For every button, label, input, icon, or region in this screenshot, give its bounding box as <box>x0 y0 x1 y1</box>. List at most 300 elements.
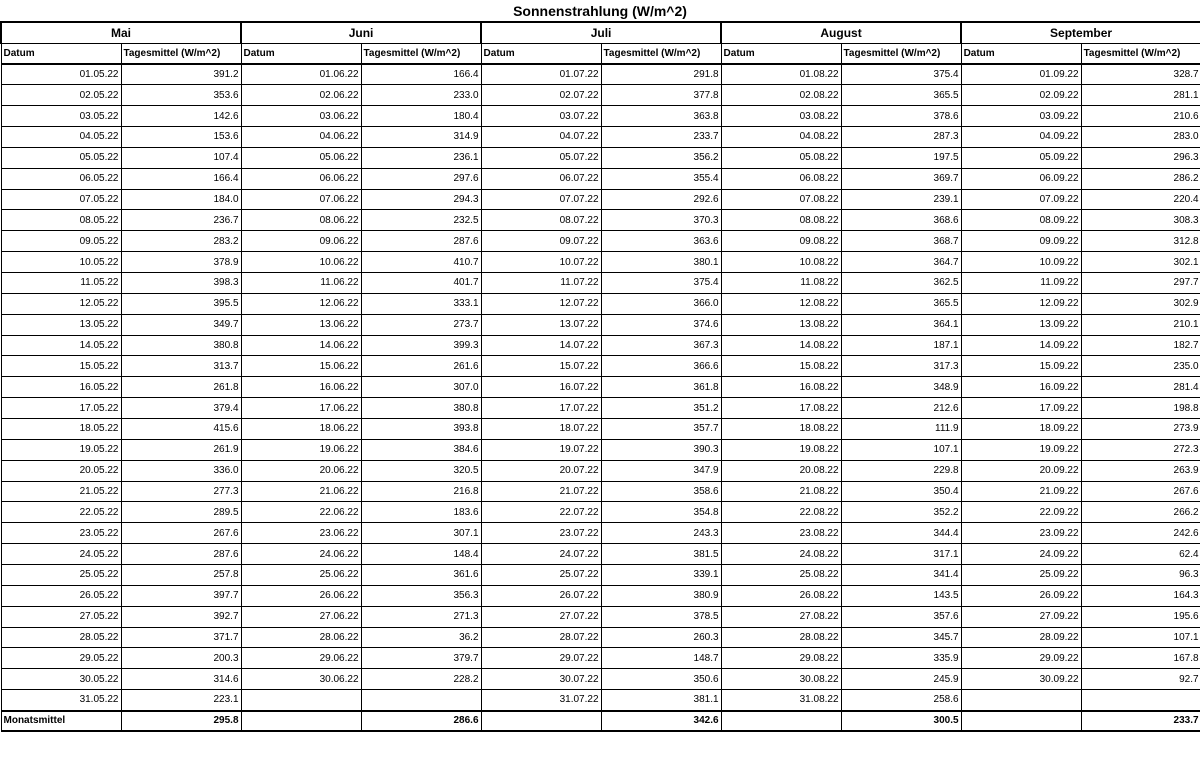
date-cell[interactable]: 16.09.22 <box>961 377 1081 398</box>
date-cell[interactable]: 09.07.22 <box>481 231 601 252</box>
value-cell[interactable]: 352.2 <box>841 502 961 523</box>
value-cell[interactable]: 233.0 <box>361 85 481 106</box>
value-cell[interactable]: 371.7 <box>121 627 241 648</box>
date-cell[interactable]: 04.09.22 <box>961 126 1081 147</box>
value-cell[interactable]: 283.2 <box>121 231 241 252</box>
value-cell[interactable]: 239.1 <box>841 189 961 210</box>
value-cell[interactable]: 107.1 <box>841 439 961 460</box>
value-cell[interactable]: 364.1 <box>841 314 961 335</box>
date-cell[interactable]: 23.06.22 <box>241 523 361 544</box>
value-cell[interactable]: 281.4 <box>1081 377 1200 398</box>
column-header-date[interactable]: Datum <box>481 43 601 64</box>
value-cell[interactable]: 235.0 <box>1081 356 1200 377</box>
date-cell[interactable]: 03.07.22 <box>481 106 601 127</box>
date-cell[interactable]: 19.05.22 <box>1 439 121 460</box>
date-cell[interactable]: 18.08.22 <box>721 418 841 439</box>
value-cell[interactable]: 302.9 <box>1081 293 1200 314</box>
date-cell[interactable]: 02.08.22 <box>721 85 841 106</box>
value-cell[interactable]: 314.6 <box>121 669 241 690</box>
date-cell[interactable]: 24.08.22 <box>721 544 841 565</box>
value-cell[interactable]: 232.5 <box>361 210 481 231</box>
value-cell[interactable]: 242.6 <box>1081 523 1200 544</box>
value-cell[interactable]: 341.4 <box>841 564 961 585</box>
value-cell[interactable]: 283.0 <box>1081 126 1200 147</box>
value-cell[interactable]: 362.5 <box>841 272 961 293</box>
value-cell[interactable]: 364.7 <box>841 252 961 273</box>
value-cell[interactable]: 281.1 <box>1081 85 1200 106</box>
date-cell[interactable]: 25.05.22 <box>1 564 121 585</box>
value-cell[interactable]: 266.2 <box>1081 502 1200 523</box>
value-cell[interactable]: 292.6 <box>601 189 721 210</box>
date-cell[interactable]: 15.07.22 <box>481 356 601 377</box>
date-cell[interactable]: 12.05.22 <box>1 293 121 314</box>
value-cell[interactable]: 375.4 <box>601 272 721 293</box>
value-cell[interactable]: 273.7 <box>361 314 481 335</box>
value-cell[interactable]: 361.6 <box>361 564 481 585</box>
date-cell[interactable]: 23.08.22 <box>721 523 841 544</box>
date-cell[interactable]: 31.05.22 <box>1 690 121 711</box>
value-cell[interactable]: 368.7 <box>841 231 961 252</box>
value-cell[interactable]: 358.6 <box>601 481 721 502</box>
date-cell[interactable]: 20.06.22 <box>241 460 361 481</box>
date-cell[interactable]: 02.09.22 <box>961 85 1081 106</box>
value-cell[interactable]: 212.6 <box>841 398 961 419</box>
value-cell[interactable]: 357.6 <box>841 606 961 627</box>
value-cell[interactable]: 361.8 <box>601 377 721 398</box>
value-cell[interactable]: 200.3 <box>121 648 241 669</box>
average-value-cell[interactable]: 300.5 <box>841 711 961 732</box>
date-cell[interactable]: 29.07.22 <box>481 648 601 669</box>
date-cell[interactable]: 29.09.22 <box>961 648 1081 669</box>
value-cell[interactable]: 380.1 <box>601 252 721 273</box>
value-cell[interactable] <box>361 690 481 711</box>
date-cell[interactable]: 03.09.22 <box>961 106 1081 127</box>
value-cell[interactable]: 164.3 <box>1081 585 1200 606</box>
column-header-value[interactable]: Tagesmittel (W/m^2) <box>121 43 241 64</box>
value-cell[interactable]: 367.3 <box>601 335 721 356</box>
value-cell[interactable]: 296.3 <box>1081 147 1200 168</box>
date-cell[interactable]: 21.07.22 <box>481 481 601 502</box>
date-cell[interactable]: 09.08.22 <box>721 231 841 252</box>
date-cell[interactable]: 07.09.22 <box>961 189 1081 210</box>
date-cell[interactable]: 22.05.22 <box>1 502 121 523</box>
value-cell[interactable]: 287.3 <box>841 126 961 147</box>
value-cell[interactable]: 111.9 <box>841 418 961 439</box>
value-cell[interactable]: 148.7 <box>601 648 721 669</box>
date-cell[interactable]: 12.06.22 <box>241 293 361 314</box>
average-value-cell[interactable]: 233.7 <box>1081 711 1200 732</box>
date-cell[interactable]: 15.06.22 <box>241 356 361 377</box>
date-cell[interactable]: 22.08.22 <box>721 502 841 523</box>
value-cell[interactable]: 297.6 <box>361 168 481 189</box>
date-cell[interactable]: 11.06.22 <box>241 272 361 293</box>
value-cell[interactable]: 107.1 <box>1081 627 1200 648</box>
value-cell[interactable]: 261.8 <box>121 377 241 398</box>
value-cell[interactable]: 260.3 <box>601 627 721 648</box>
average-label-cell[interactable] <box>721 711 841 732</box>
value-cell[interactable]: 273.9 <box>1081 418 1200 439</box>
value-cell[interactable]: 320.5 <box>361 460 481 481</box>
value-cell[interactable]: 187.1 <box>841 335 961 356</box>
value-cell[interactable]: 381.1 <box>601 690 721 711</box>
date-cell[interactable] <box>241 690 361 711</box>
date-cell[interactable]: 23.05.22 <box>1 523 121 544</box>
value-cell[interactable]: 349.7 <box>121 314 241 335</box>
value-cell[interactable]: 348.9 <box>841 377 961 398</box>
date-cell[interactable]: 05.08.22 <box>721 147 841 168</box>
date-cell[interactable]: 14.07.22 <box>481 335 601 356</box>
date-cell[interactable]: 11.09.22 <box>961 272 1081 293</box>
date-cell[interactable]: 17.09.22 <box>961 398 1081 419</box>
value-cell[interactable]: 355.4 <box>601 168 721 189</box>
value-cell[interactable]: 182.7 <box>1081 335 1200 356</box>
date-cell[interactable]: 06.09.22 <box>961 168 1081 189</box>
date-cell[interactable]: 08.05.22 <box>1 210 121 231</box>
value-cell[interactable]: 374.6 <box>601 314 721 335</box>
value-cell[interactable]: 336.0 <box>121 460 241 481</box>
value-cell[interactable]: 380.8 <box>361 398 481 419</box>
date-cell[interactable]: 24.09.22 <box>961 544 1081 565</box>
value-cell[interactable]: 368.6 <box>841 210 961 231</box>
value-cell[interactable]: 393.8 <box>361 418 481 439</box>
value-cell[interactable]: 398.3 <box>121 272 241 293</box>
value-cell[interactable]: 294.3 <box>361 189 481 210</box>
date-cell[interactable]: 17.07.22 <box>481 398 601 419</box>
value-cell[interactable]: 307.0 <box>361 377 481 398</box>
value-cell[interactable]: 351.2 <box>601 398 721 419</box>
date-cell[interactable]: 10.07.22 <box>481 252 601 273</box>
date-cell[interactable]: 05.07.22 <box>481 147 601 168</box>
date-cell[interactable]: 25.07.22 <box>481 564 601 585</box>
date-cell[interactable]: 05.05.22 <box>1 147 121 168</box>
date-cell[interactable]: 28.05.22 <box>1 627 121 648</box>
value-cell[interactable]: 317.3 <box>841 356 961 377</box>
value-cell[interactable]: 267.6 <box>121 523 241 544</box>
date-cell[interactable]: 27.05.22 <box>1 606 121 627</box>
average-label-cell[interactable] <box>961 711 1081 732</box>
value-cell[interactable]: 183.6 <box>361 502 481 523</box>
date-cell[interactable]: 18.06.22 <box>241 418 361 439</box>
date-cell[interactable]: 17.05.22 <box>1 398 121 419</box>
date-cell[interactable]: 25.09.22 <box>961 564 1081 585</box>
value-cell[interactable]: 365.5 <box>841 293 961 314</box>
column-header-value[interactable]: Tagesmittel (W/m^2) <box>601 43 721 64</box>
date-cell[interactable]: 08.08.22 <box>721 210 841 231</box>
date-cell[interactable]: 25.06.22 <box>241 564 361 585</box>
date-cell[interactable]: 06.07.22 <box>481 168 601 189</box>
value-cell[interactable] <box>1081 690 1200 711</box>
date-cell[interactable]: 27.07.22 <box>481 606 601 627</box>
column-header-value[interactable]: Tagesmittel (W/m^2) <box>841 43 961 64</box>
value-cell[interactable]: 167.8 <box>1081 648 1200 669</box>
date-cell[interactable]: 31.08.22 <box>721 690 841 711</box>
value-cell[interactable]: 258.6 <box>841 690 961 711</box>
date-cell[interactable]: 18.07.22 <box>481 418 601 439</box>
column-header-date[interactable]: Datum <box>241 43 361 64</box>
value-cell[interactable]: 184.0 <box>121 189 241 210</box>
date-cell[interactable]: 08.09.22 <box>961 210 1081 231</box>
value-cell[interactable]: 236.7 <box>121 210 241 231</box>
value-cell[interactable]: 277.3 <box>121 481 241 502</box>
date-cell[interactable]: 20.09.22 <box>961 460 1081 481</box>
value-cell[interactable]: 210.1 <box>1081 314 1200 335</box>
date-cell[interactable]: 15.08.22 <box>721 356 841 377</box>
date-cell[interactable]: 03.06.22 <box>241 106 361 127</box>
value-cell[interactable]: 153.6 <box>121 126 241 147</box>
date-cell[interactable]: 11.07.22 <box>481 272 601 293</box>
value-cell[interactable]: 378.5 <box>601 606 721 627</box>
value-cell[interactable]: 410.7 <box>361 252 481 273</box>
value-cell[interactable]: 415.6 <box>121 418 241 439</box>
date-cell[interactable]: 21.09.22 <box>961 481 1081 502</box>
date-cell[interactable]: 28.08.22 <box>721 627 841 648</box>
date-cell[interactable]: 19.06.22 <box>241 439 361 460</box>
date-cell[interactable]: 10.06.22 <box>241 252 361 273</box>
value-cell[interactable]: 216.8 <box>361 481 481 502</box>
value-cell[interactable]: 363.8 <box>601 106 721 127</box>
value-cell[interactable]: 257.8 <box>121 564 241 585</box>
column-header-value[interactable]: Tagesmittel (W/m^2) <box>1081 43 1200 64</box>
date-cell[interactable]: 12.09.22 <box>961 293 1081 314</box>
date-cell[interactable]: 28.07.22 <box>481 627 601 648</box>
date-cell[interactable]: 20.08.22 <box>721 460 841 481</box>
value-cell[interactable]: 143.5 <box>841 585 961 606</box>
month-header[interactable]: Juni <box>241 22 481 43</box>
date-cell[interactable]: 04.05.22 <box>1 126 121 147</box>
value-cell[interactable]: 391.2 <box>121 64 241 85</box>
value-cell[interactable]: 307.1 <box>361 523 481 544</box>
date-cell[interactable]: 21.08.22 <box>721 481 841 502</box>
date-cell[interactable]: 13.05.22 <box>1 314 121 335</box>
value-cell[interactable]: 308.3 <box>1081 210 1200 231</box>
date-cell[interactable]: 24.06.22 <box>241 544 361 565</box>
value-cell[interactable]: 245.9 <box>841 669 961 690</box>
value-cell[interactable]: 375.4 <box>841 64 961 85</box>
value-cell[interactable]: 379.4 <box>121 398 241 419</box>
date-cell[interactable]: 16.07.22 <box>481 377 601 398</box>
date-cell[interactable]: 22.07.22 <box>481 502 601 523</box>
date-cell[interactable]: 11.05.22 <box>1 272 121 293</box>
date-cell[interactable]: 06.05.22 <box>1 168 121 189</box>
date-cell[interactable]: 28.06.22 <box>241 627 361 648</box>
date-cell[interactable]: 19.07.22 <box>481 439 601 460</box>
value-cell[interactable]: 384.6 <box>361 439 481 460</box>
date-cell[interactable]: 07.07.22 <box>481 189 601 210</box>
date-cell[interactable]: 16.06.22 <box>241 377 361 398</box>
value-cell[interactable]: 378.6 <box>841 106 961 127</box>
date-cell[interactable]: 02.05.22 <box>1 85 121 106</box>
value-cell[interactable]: 379.7 <box>361 648 481 669</box>
date-cell[interactable]: 17.08.22 <box>721 398 841 419</box>
month-header[interactable]: Juli <box>481 22 721 43</box>
value-cell[interactable]: 380.8 <box>121 335 241 356</box>
date-cell[interactable]: 14.06.22 <box>241 335 361 356</box>
value-cell[interactable]: 142.6 <box>121 106 241 127</box>
date-cell[interactable]: 22.09.22 <box>961 502 1081 523</box>
date-cell[interactable]: 21.05.22 <box>1 481 121 502</box>
value-cell[interactable]: 328.7 <box>1081 64 1200 85</box>
date-cell[interactable]: 10.05.22 <box>1 252 121 273</box>
value-cell[interactable]: 287.6 <box>361 231 481 252</box>
date-cell[interactable]: 08.07.22 <box>481 210 601 231</box>
value-cell[interactable]: 370.3 <box>601 210 721 231</box>
value-cell[interactable]: 180.4 <box>361 106 481 127</box>
date-cell[interactable]: 18.09.22 <box>961 418 1081 439</box>
date-cell[interactable]: 16.08.22 <box>721 377 841 398</box>
value-cell[interactable]: 345.7 <box>841 627 961 648</box>
date-cell[interactable]: 23.09.22 <box>961 523 1081 544</box>
average-label-cell[interactable]: Monatsmittel <box>1 711 121 732</box>
date-cell[interactable]: 13.06.22 <box>241 314 361 335</box>
date-cell[interactable]: 18.05.22 <box>1 418 121 439</box>
date-cell[interactable]: 01.06.22 <box>241 64 361 85</box>
value-cell[interactable]: 263.9 <box>1081 460 1200 481</box>
month-header[interactable]: August <box>721 22 961 43</box>
value-cell[interactable]: 378.9 <box>121 252 241 273</box>
date-cell[interactable]: 26.06.22 <box>241 585 361 606</box>
value-cell[interactable]: 302.1 <box>1081 252 1200 273</box>
value-cell[interactable]: 395.5 <box>121 293 241 314</box>
value-cell[interactable]: 312.8 <box>1081 231 1200 252</box>
date-cell[interactable]: 01.07.22 <box>481 64 601 85</box>
value-cell[interactable]: 261.6 <box>361 356 481 377</box>
average-value-cell[interactable]: 286.6 <box>361 711 481 732</box>
date-cell[interactable]: 23.07.22 <box>481 523 601 544</box>
value-cell[interactable]: 271.3 <box>361 606 481 627</box>
date-cell[interactable]: 14.05.22 <box>1 335 121 356</box>
value-cell[interactable]: 62.4 <box>1081 544 1200 565</box>
date-cell[interactable]: 15.09.22 <box>961 356 1081 377</box>
date-cell[interactable]: 30.09.22 <box>961 669 1081 690</box>
date-cell[interactable]: 12.08.22 <box>721 293 841 314</box>
date-cell[interactable]: 04.08.22 <box>721 126 841 147</box>
value-cell[interactable]: 107.4 <box>121 147 241 168</box>
date-cell[interactable]: 14.08.22 <box>721 335 841 356</box>
date-cell[interactable]: 07.08.22 <box>721 189 841 210</box>
date-cell[interactable]: 21.06.22 <box>241 481 361 502</box>
date-cell[interactable]: 10.08.22 <box>721 252 841 273</box>
value-cell[interactable]: 236.1 <box>361 147 481 168</box>
date-cell[interactable]: 29.06.22 <box>241 648 361 669</box>
date-cell[interactable]: 01.05.22 <box>1 64 121 85</box>
value-cell[interactable]: 314.9 <box>361 126 481 147</box>
average-value-cell[interactable]: 342.6 <box>601 711 721 732</box>
value-cell[interactable]: 335.9 <box>841 648 961 669</box>
value-cell[interactable]: 195.6 <box>1081 606 1200 627</box>
date-cell[interactable]: 06.08.22 <box>721 168 841 189</box>
date-cell[interactable]: 30.07.22 <box>481 669 601 690</box>
value-cell[interactable]: 198.8 <box>1081 398 1200 419</box>
value-cell[interactable]: 297.7 <box>1081 272 1200 293</box>
date-cell[interactable]: 16.05.22 <box>1 377 121 398</box>
date-cell[interactable]: 03.08.22 <box>721 106 841 127</box>
date-cell[interactable]: 02.07.22 <box>481 85 601 106</box>
date-cell[interactable]: 01.08.22 <box>721 64 841 85</box>
value-cell[interactable]: 356.3 <box>361 585 481 606</box>
value-cell[interactable]: 366.0 <box>601 293 721 314</box>
date-cell[interactable]: 19.08.22 <box>721 439 841 460</box>
value-cell[interactable]: 390.3 <box>601 439 721 460</box>
value-cell[interactable]: 350.4 <box>841 481 961 502</box>
date-cell[interactable]: 30.05.22 <box>1 669 121 690</box>
date-cell[interactable]: 08.06.22 <box>241 210 361 231</box>
date-cell[interactable]: 17.06.22 <box>241 398 361 419</box>
date-cell[interactable]: 13.09.22 <box>961 314 1081 335</box>
value-cell[interactable]: 92.7 <box>1081 669 1200 690</box>
value-cell[interactable]: 399.3 <box>361 335 481 356</box>
date-cell[interactable] <box>961 690 1081 711</box>
value-cell[interactable]: 380.9 <box>601 585 721 606</box>
column-header-value[interactable]: Tagesmittel (W/m^2) <box>361 43 481 64</box>
value-cell[interactable]: 363.6 <box>601 231 721 252</box>
value-cell[interactable]: 166.4 <box>121 168 241 189</box>
date-cell[interactable]: 20.07.22 <box>481 460 601 481</box>
value-cell[interactable]: 261.9 <box>121 439 241 460</box>
date-cell[interactable]: 27.08.22 <box>721 606 841 627</box>
date-cell[interactable]: 25.08.22 <box>721 564 841 585</box>
date-cell[interactable]: 02.06.22 <box>241 85 361 106</box>
value-cell[interactable]: 357.7 <box>601 418 721 439</box>
value-cell[interactable]: 267.6 <box>1081 481 1200 502</box>
column-header-date[interactable]: Datum <box>961 43 1081 64</box>
value-cell[interactable]: 392.7 <box>121 606 241 627</box>
date-cell[interactable]: 05.09.22 <box>961 147 1081 168</box>
value-cell[interactable]: 148.4 <box>361 544 481 565</box>
date-cell[interactable]: 10.09.22 <box>961 252 1081 273</box>
date-cell[interactable]: 09.06.22 <box>241 231 361 252</box>
value-cell[interactable]: 313.7 <box>121 356 241 377</box>
month-header[interactable]: September <box>961 22 1200 43</box>
value-cell[interactable]: 197.5 <box>841 147 961 168</box>
date-cell[interactable]: 26.09.22 <box>961 585 1081 606</box>
date-cell[interactable]: 09.05.22 <box>1 231 121 252</box>
month-header[interactable]: Mai <box>1 22 241 43</box>
value-cell[interactable]: 333.1 <box>361 293 481 314</box>
date-cell[interactable]: 26.07.22 <box>481 585 601 606</box>
value-cell[interactable]: 233.7 <box>601 126 721 147</box>
value-cell[interactable]: 347.9 <box>601 460 721 481</box>
value-cell[interactable]: 220.4 <box>1081 189 1200 210</box>
date-cell[interactable]: 30.06.22 <box>241 669 361 690</box>
value-cell[interactable]: 365.5 <box>841 85 961 106</box>
date-cell[interactable]: 19.09.22 <box>961 439 1081 460</box>
date-cell[interactable]: 24.05.22 <box>1 544 121 565</box>
date-cell[interactable]: 22.06.22 <box>241 502 361 523</box>
value-cell[interactable]: 228.2 <box>361 669 481 690</box>
date-cell[interactable]: 30.08.22 <box>721 669 841 690</box>
value-cell[interactable]: 229.8 <box>841 460 961 481</box>
date-cell[interactable]: 07.06.22 <box>241 189 361 210</box>
value-cell[interactable]: 223.1 <box>121 690 241 711</box>
value-cell[interactable]: 96.3 <box>1081 564 1200 585</box>
value-cell[interactable]: 166.4 <box>361 64 481 85</box>
date-cell[interactable]: 13.07.22 <box>481 314 601 335</box>
value-cell[interactable]: 339.1 <box>601 564 721 585</box>
date-cell[interactable]: 11.08.22 <box>721 272 841 293</box>
value-cell[interactable]: 369.7 <box>841 168 961 189</box>
date-cell[interactable]: 27.06.22 <box>241 606 361 627</box>
date-cell[interactable]: 04.06.22 <box>241 126 361 147</box>
value-cell[interactable]: 287.6 <box>121 544 241 565</box>
value-cell[interactable]: 36.2 <box>361 627 481 648</box>
date-cell[interactable]: 28.09.22 <box>961 627 1081 648</box>
value-cell[interactable]: 381.5 <box>601 544 721 565</box>
date-cell[interactable]: 03.05.22 <box>1 106 121 127</box>
value-cell[interactable]: 366.6 <box>601 356 721 377</box>
date-cell[interactable]: 15.05.22 <box>1 356 121 377</box>
date-cell[interactable]: 26.05.22 <box>1 585 121 606</box>
value-cell[interactable]: 289.5 <box>121 502 241 523</box>
